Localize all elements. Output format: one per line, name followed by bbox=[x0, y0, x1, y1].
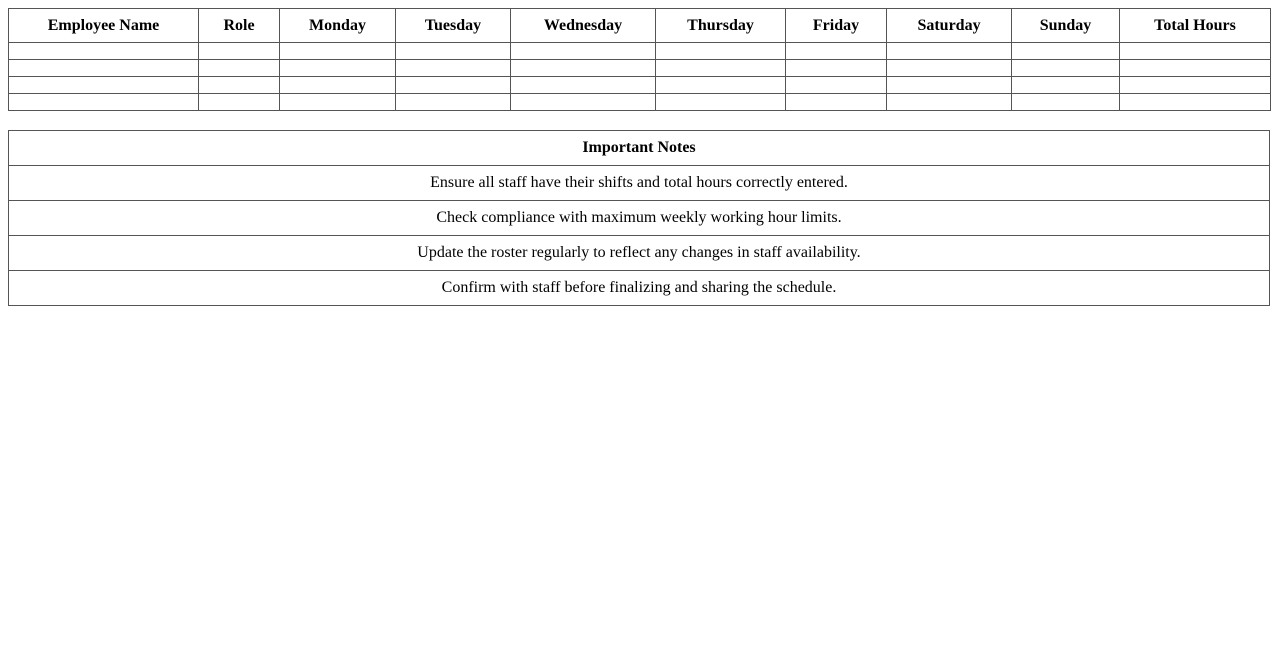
table-cell[interactable] bbox=[280, 43, 396, 60]
column-header-wednesday: Wednesday bbox=[511, 9, 656, 43]
table-cell[interactable] bbox=[199, 60, 280, 77]
table-cell[interactable] bbox=[9, 77, 199, 94]
table-row bbox=[9, 60, 1271, 77]
notes-header-row bbox=[9, 131, 1270, 166]
table-cell[interactable] bbox=[199, 77, 280, 94]
column-header-sunday: Sunday bbox=[1012, 9, 1120, 43]
table-cell[interactable] bbox=[1012, 77, 1120, 94]
table-cell[interactable] bbox=[786, 43, 887, 60]
table-cell[interactable] bbox=[511, 43, 656, 60]
table-cell[interactable] bbox=[656, 94, 786, 111]
table-cell[interactable] bbox=[9, 60, 199, 77]
note-row bbox=[9, 271, 1270, 306]
table-cell[interactable] bbox=[887, 94, 1012, 111]
roster-header-row bbox=[9, 9, 1271, 43]
table-cell[interactable] bbox=[9, 43, 199, 60]
table-cell[interactable] bbox=[396, 94, 511, 111]
column-header-tuesday: Tuesday bbox=[396, 9, 511, 43]
table-cell[interactable] bbox=[1120, 77, 1271, 94]
table-cell[interactable] bbox=[887, 60, 1012, 77]
column-header-role: Role bbox=[199, 9, 280, 43]
note-item: Confirm with staff before finalizing and sharing the schedule. bbox=[9, 271, 1270, 306]
table-cell[interactable] bbox=[396, 43, 511, 60]
table-cell[interactable] bbox=[396, 60, 511, 77]
important-notes-table bbox=[8, 130, 1270, 306]
note-row bbox=[9, 166, 1270, 201]
table-cell[interactable] bbox=[199, 94, 280, 111]
table-cell[interactable] bbox=[786, 77, 887, 94]
note-row bbox=[9, 201, 1270, 236]
table-cell[interactable] bbox=[1012, 60, 1120, 77]
column-header-employee-name: Employee Name bbox=[9, 9, 199, 43]
table-cell[interactable] bbox=[1012, 43, 1120, 60]
note-row bbox=[9, 236, 1270, 271]
table-cell[interactable] bbox=[656, 60, 786, 77]
column-header-saturday: Saturday bbox=[887, 9, 1012, 43]
table-cell[interactable] bbox=[280, 60, 396, 77]
table-cell[interactable] bbox=[1012, 94, 1120, 111]
table-cell[interactable] bbox=[656, 43, 786, 60]
column-header-thursday: Thursday bbox=[656, 9, 786, 43]
table-cell[interactable] bbox=[1120, 43, 1271, 60]
column-header-monday: Monday bbox=[280, 9, 396, 43]
table-cell[interactable] bbox=[887, 77, 1012, 94]
table-cell[interactable] bbox=[511, 94, 656, 111]
table-cell[interactable] bbox=[511, 77, 656, 94]
table-row bbox=[9, 43, 1271, 60]
table-cell[interactable] bbox=[396, 77, 511, 94]
table-cell[interactable] bbox=[786, 60, 887, 77]
table-cell[interactable] bbox=[656, 77, 786, 94]
note-item: Check compliance with maximum weekly working hour limits. bbox=[9, 201, 1270, 236]
column-header-total-hours: Total Hours bbox=[1120, 9, 1271, 43]
roster-table bbox=[8, 8, 1271, 111]
table-cell[interactable] bbox=[786, 94, 887, 111]
table-cell[interactable] bbox=[511, 60, 656, 77]
table-cell[interactable] bbox=[280, 94, 396, 111]
table-cell[interactable] bbox=[9, 94, 199, 111]
table-row bbox=[9, 77, 1271, 94]
table-cell[interactable] bbox=[280, 77, 396, 94]
notes-title: Important Notes bbox=[9, 131, 1270, 166]
note-item: Ensure all staff have their shifts and total hours correctly entered. bbox=[9, 166, 1270, 201]
note-item: Update the roster regularly to reflect any changes in staff availability. bbox=[9, 236, 1270, 271]
column-header-friday: Friday bbox=[786, 9, 887, 43]
table-row bbox=[9, 94, 1271, 111]
table-cell[interactable] bbox=[199, 43, 280, 60]
table-cell[interactable] bbox=[1120, 60, 1271, 77]
table-cell[interactable] bbox=[887, 43, 1012, 60]
table-cell[interactable] bbox=[1120, 94, 1271, 111]
